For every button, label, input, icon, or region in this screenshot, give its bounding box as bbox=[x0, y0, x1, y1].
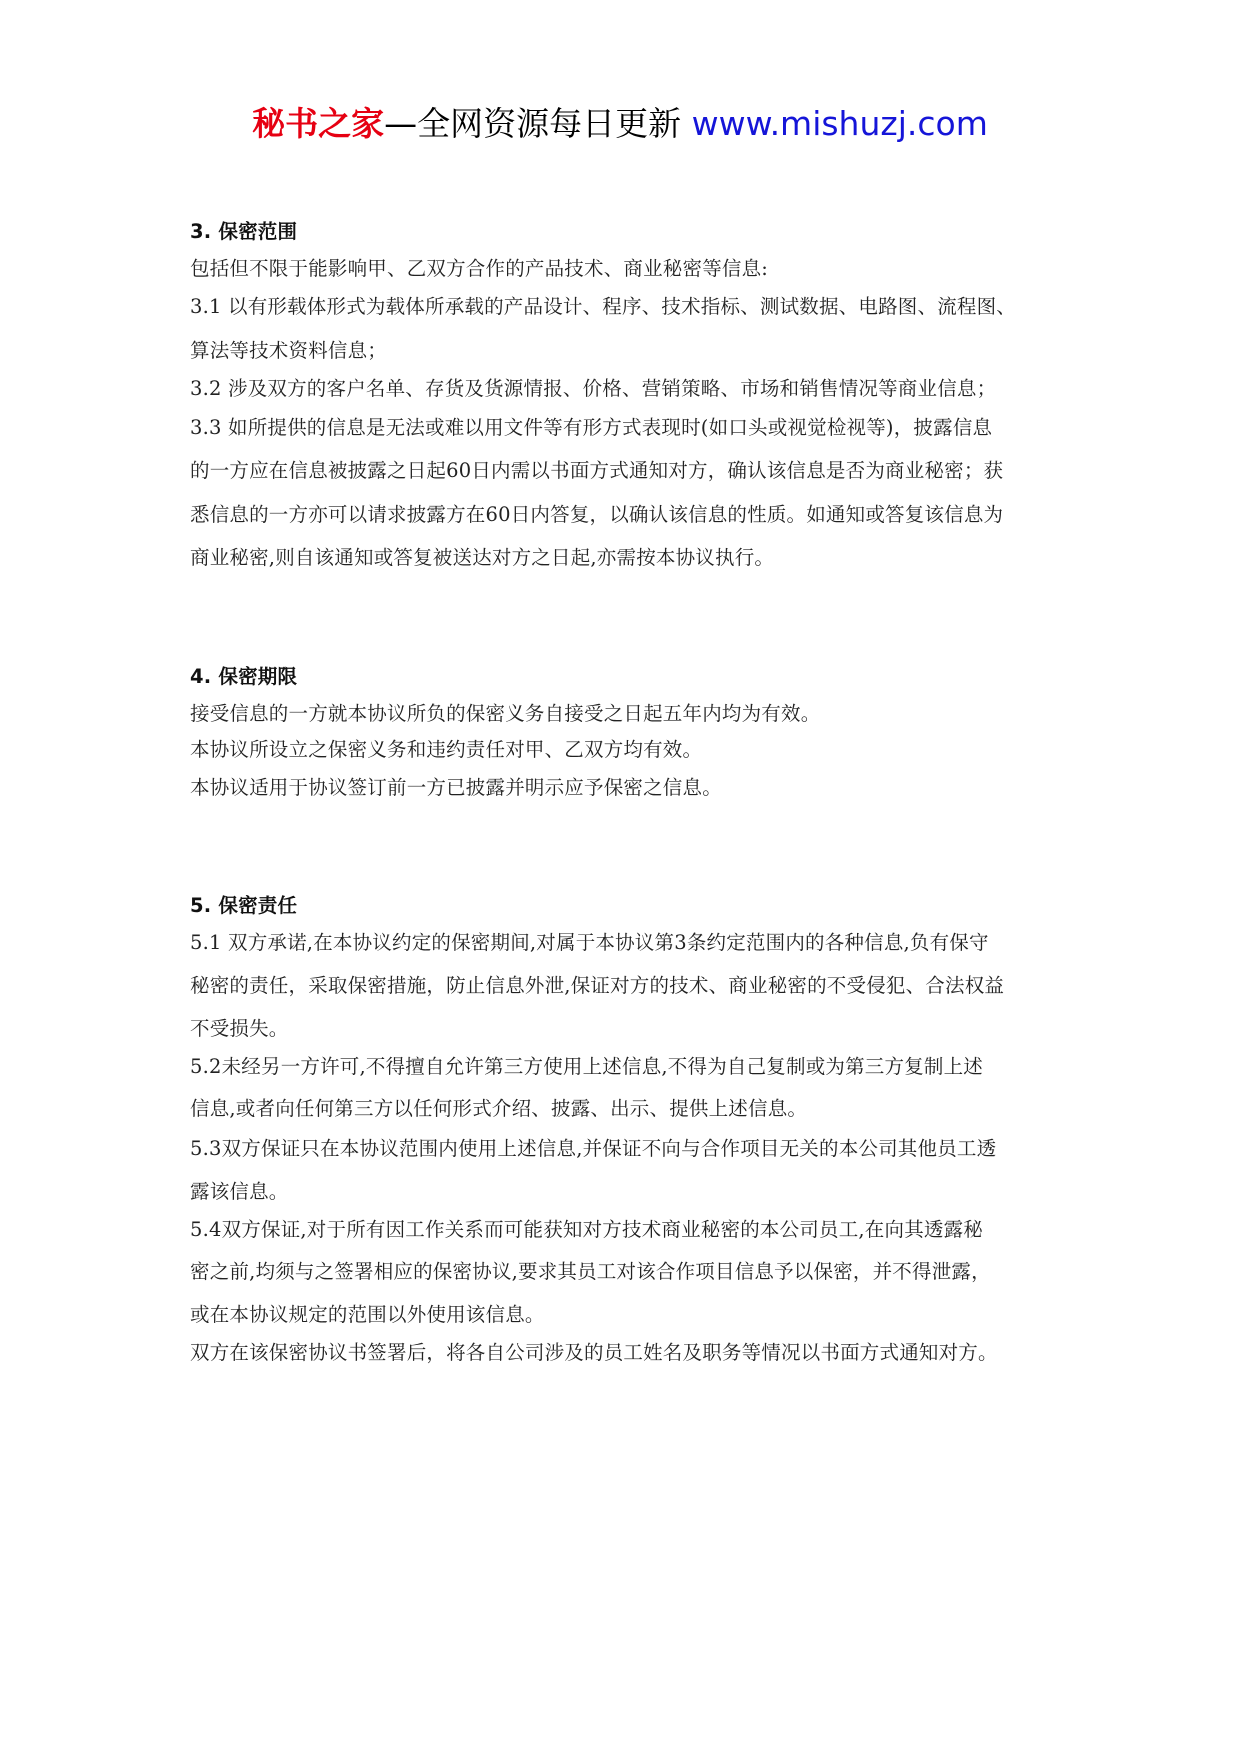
paragraph-line: 本协议适用于协议签订前一方已披露并明示应予保密之信息。 bbox=[190, 776, 722, 799]
section-heading: 3. 保密范围 bbox=[190, 220, 298, 243]
paragraph-line: 信息,或者向任何第三方以任何形式介绍、披露、出示、提供上述信息。 bbox=[190, 1097, 808, 1120]
paragraph-line: 算法等技术资料信息； bbox=[190, 339, 388, 362]
paragraph-line: 包括但不限于能影响甲、乙双方合作的产品技术、商业秘密等信息: bbox=[190, 257, 769, 280]
site-banner bbox=[0, 100, 1240, 148]
paragraph-line: 3.2 涉及双方的客户名单、存货及货源情报、价格、营销策略、市场和销售情况等商业信息； bbox=[190, 377, 997, 400]
paragraph-line: 接受信息的一方就本协议所负的保密义务自接受之日起五年内均为有效。 bbox=[190, 702, 821, 725]
paragraph-line: 露该信息。 bbox=[190, 1180, 289, 1203]
paragraph-line: 5.1 双方承诺,在本协议约定的保密期间,对属于本协议第3条约定范围内的各种信息,负有保守 bbox=[190, 931, 989, 954]
paragraph-line: 本协议所设立之保密义务和违约责任对甲、乙双方均有效。 bbox=[190, 738, 703, 761]
section-heading: 4. 保密期限 bbox=[190, 665, 298, 688]
paragraph-line: 5.4双方保证,对于所有因工作关系而可能获知对方技术商业秘密的本公司员工,在向其透露秘 bbox=[190, 1218, 984, 1241]
site-url: www.mishuzj.com bbox=[691, 104, 988, 143]
paragraph-line: 5.3双方保证只在本协议范围内使用上述信息,并保证不向与合作项目无关的本公司其他员工透 bbox=[190, 1137, 997, 1160]
paragraph-line: 5.2未经另一方许可,不得擅自允许第三方使用上述信息,不得为自己复制或为第三方复制上述 bbox=[190, 1055, 984, 1078]
paragraph-line: 或在本协议规定的范围以外使用该信息。 bbox=[190, 1303, 545, 1326]
paragraph-line: 双方在该保密协议书签署后，将各自公司涉及的员工姓名及职务等情况以书面方式通知对方。 bbox=[190, 1341, 998, 1364]
paragraph-line: 密之前,均须与之签署相应的保密协议,要求其员工对该合作项目信息予以保密，并不得泄露， bbox=[190, 1260, 991, 1283]
paragraph-line: 悉信息的一方亦可以请求披露方在60日内答复，以确认该信息的性质。如通知或答复该信息为 bbox=[190, 503, 1004, 526]
paragraph-line: 不受损失。 bbox=[190, 1017, 289, 1040]
banner-slogan: —全网资源每日更新 bbox=[384, 104, 692, 143]
brand-name: 秘书之家 bbox=[252, 104, 385, 143]
paragraph-line: 3.1 以有形载体形式为载体所承载的产品设计、程序、技术指标、测试数据、电路图、流程图、 bbox=[190, 295, 1017, 318]
paragraph-line: 商业秘密,则自该通知或答复被送达对方之日起,亦需按本协议执行。 bbox=[190, 546, 775, 569]
paragraph-line: 秘密的责任，采取保密措施，防止信息外泄,保证对方的技术、商业秘密的不受侵犯、合法权益 bbox=[190, 974, 1005, 997]
paragraph-line: 的一方应在信息被披露之日起60日内需以书面方式通知对方，确认该信息是否为商业秘密；获 bbox=[190, 459, 1004, 482]
paragraph-line: 3.3 如所提供的信息是无法或难以用文件等有形方式表现时(如口头或视觉检视等)，披露信息 bbox=[190, 416, 993, 439]
section-heading: 5. 保密责任 bbox=[190, 894, 298, 917]
